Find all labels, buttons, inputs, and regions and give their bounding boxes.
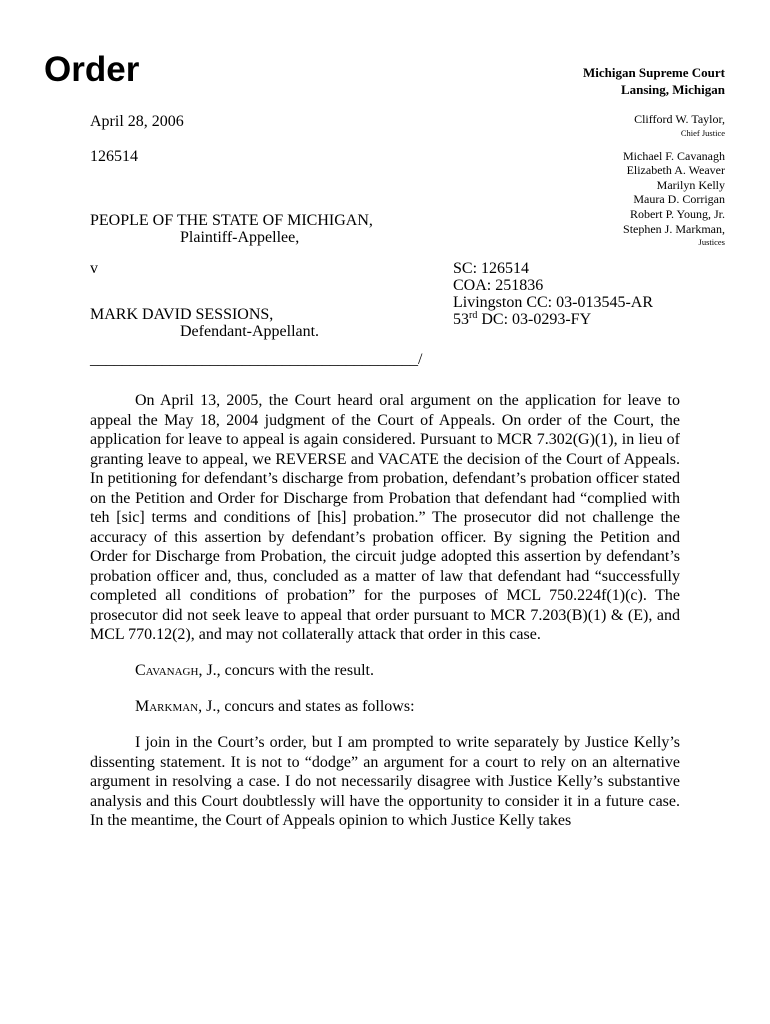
dc-rest: DC: 03-0293-FY	[477, 311, 592, 328]
concurrence-text: , J., concurs with the result.	[198, 662, 374, 679]
defendant-name: MARK DAVID SESSIONS,	[90, 306, 274, 323]
concurrence-text: , J., concurs and states as follows:	[198, 698, 415, 715]
justice-name: Robert P. Young, Jr.	[629, 206, 725, 221]
markman-statement: I join in the Court’s order, but I am prompted to write separately by Justice Kelly’s dissenting statement. It is not to “dodge” an argument for a court to rely on an alternative argument in resolving a case. I do not necessarily disagree with Justice Kelly’s substantive analysis and this Court doubtlessly will have the opportunity to consider it in a future case. In the meantime, the Court of Appeals opinion to which Justice Kelly takes	[90, 734, 680, 829]
sc-number: SC: 126514	[453, 260, 530, 277]
caption-rule: _________________________________________/	[90, 351, 423, 368]
justice-name: Elizabeth A. Weaver	[626, 163, 725, 178]
markman-concurrence	[90, 697, 680, 717]
order-title: Order	[44, 50, 140, 89]
defendant-role: Defendant-Appellant.	[180, 323, 320, 340]
defendant-block	[90, 306, 319, 340]
coa-number: COA: 251836	[453, 277, 544, 294]
cavanagh-concurrence	[90, 661, 680, 681]
chief-justice-title: Chief Justice	[680, 127, 725, 138]
justice-name: Stephen J. Markman,	[623, 221, 725, 236]
livingston-cc-number: Livingston CC: 03-013545-AR	[453, 294, 654, 311]
justice-name: Maura D. Corrigan	[633, 192, 725, 207]
versus: v	[90, 260, 98, 277]
chief-justice-name: Clifford W. Taylor,	[634, 112, 725, 126]
plaintiff-block	[90, 212, 373, 246]
plaintiff-role: Plaintiff-Appellee,	[180, 229, 300, 246]
plaintiff-name: PEOPLE OF THE STATE OF MICHIGAN,	[90, 212, 373, 229]
docket-number: 126514	[90, 148, 138, 165]
order-paragraph: On April 13, 2005, the Court heard oral argument on the application for leave to appeal the May 18, 2004 judgment of the Court of Appeals. On order of the Court, the application for leave to appeal is again considered. Pursuant to MCR 7.302(G)(1), in lieu of granting leave to appeal, we REVERSE and VACATE the decision of the Court of Appeals. In petitioning for defendant’s discharge from probation, defendant’s probation officer stated on the Petition and Order for Discharge from Probation that defendant had “complied with teh [sic] terms and conditions of [his] probation.” The prosecutor did not challenge the accuracy of this assertion by defendant’s probation officer. By signing the Petition and Order for Discharge from Probation, the circuit judge adopted this assertion by defendant’s probation officer and, thus, concluded as a matter of law that defendant had “successfully completed all conditions of probation” for the purposes of MCL 750.224f(1)(c). The prosecutor did not seek leave to appeal that order pursuant to MCR 7.203(B)(1) & (E), and MCL 770.12(2), and may not collaterally attack that order in this case.	[90, 392, 680, 643]
justice-name-smallcaps: Cavanagh	[135, 662, 199, 679]
district-court-number	[453, 311, 653, 328]
justice-name: Michael F. Cavanagh	[622, 148, 725, 163]
court-name: Michigan Supreme Court	[582, 65, 725, 80]
order-body	[90, 391, 680, 847]
justices-list	[505, 112, 725, 248]
justices-title: Justices	[698, 237, 725, 248]
order-date: April 28, 2006	[90, 113, 184, 130]
justice-name: Marilyn Kelly	[656, 177, 725, 192]
case-numbers	[453, 260, 653, 328]
dc-number: 53	[453, 311, 469, 328]
court-heading	[583, 64, 725, 98]
dc-superscript: rd	[469, 310, 478, 321]
justice-name-smallcaps: Markman	[135, 698, 199, 715]
court-location: Lansing, Michigan	[620, 82, 725, 97]
